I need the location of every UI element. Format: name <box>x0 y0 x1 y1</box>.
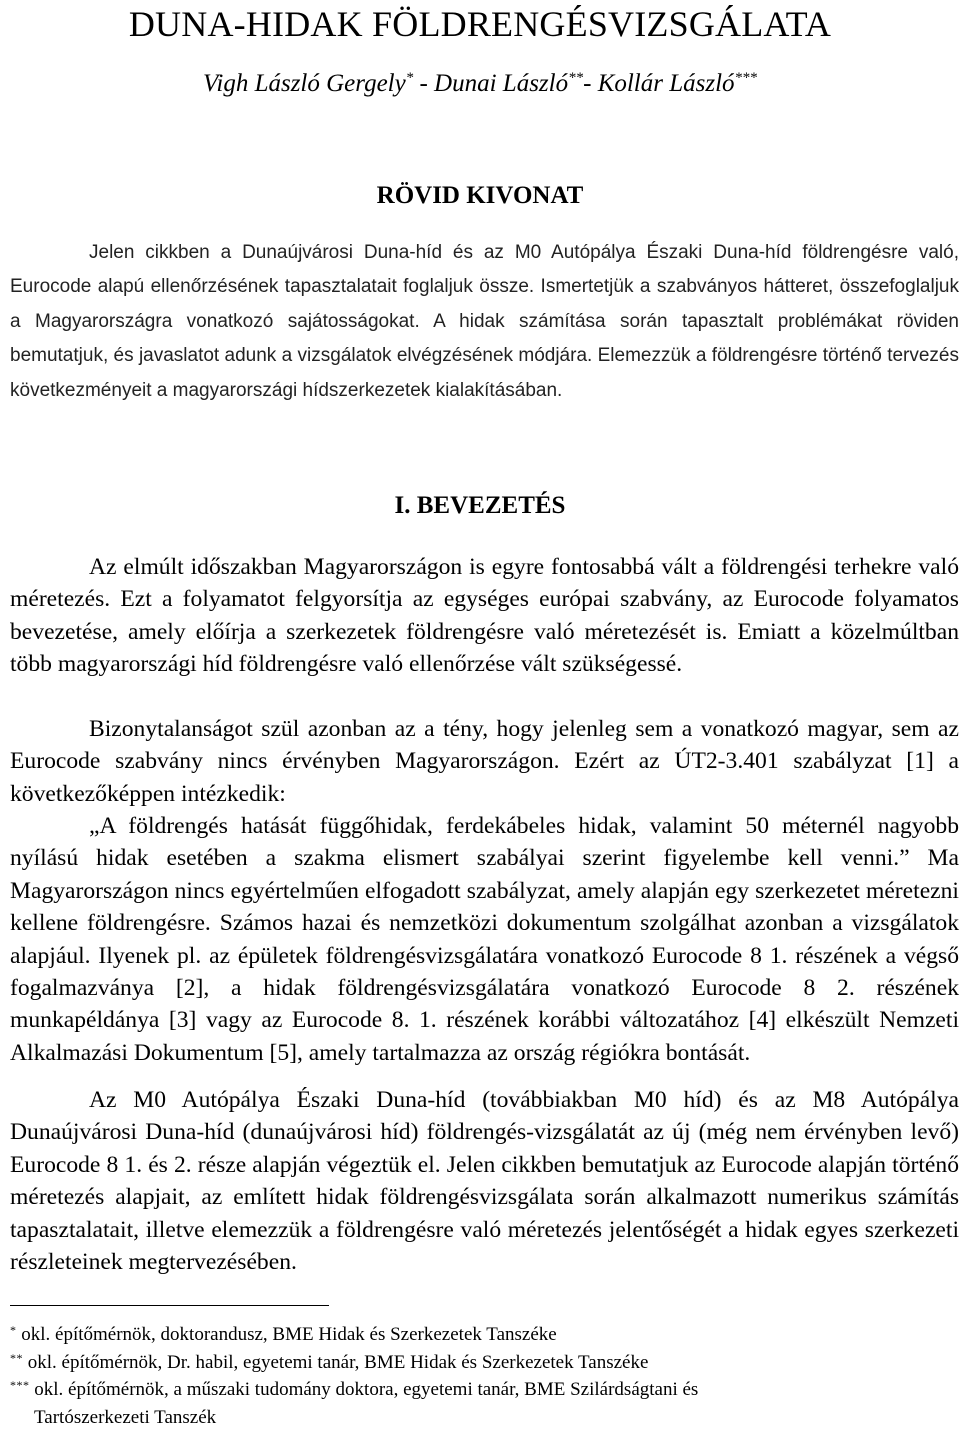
author-name: Kollár László <box>598 70 735 97</box>
footnotes <box>10 1321 950 1431</box>
author-footnote-mark: * <box>406 70 414 86</box>
footnote <box>10 1321 950 1349</box>
introduction-paragraph: Az M0 Autópálya Északi Duna-híd (továbbiakban M0 híd) és az M8 Autópálya Dunaújvárosi Duna-híd (dunaújvárosi híd) földrengés-vizsgálatát az új (még nem érvényben levő) Eurocode 8 1. és 2. része alapján végeztük el. Jelen cikkben bemutatjuk az Eurocode alapján történő méretezés alapjait, az említett hidak földrengésvizsgálata során alkalmazott numerikus számítás tapasztalatait, illetve elemezzük a földrengésre való méretezés jelentőségét a hidak egyes szerkezeti részleteinek megtervezésében. <box>10 1084 959 1278</box>
footnote-divider <box>10 1305 329 1306</box>
author-separator: - <box>583 70 598 97</box>
author-footnote-mark: *** <box>735 70 758 86</box>
introduction-heading: I. BEVEZETÉS <box>0 490 960 522</box>
footnote-mark: ** <box>10 1351 23 1365</box>
quoted-regulation-paragraph: „A földrengés hatását függőhidak, ferdekábeles hidak, valamint 50 méternél nagyobb nyílású hidak esetében a szakma elismert szabályai szerint figyelembe kell venni.” Ma Magyarországon nincs egyértelműen elfogadott szabályzat, amely alapján egy szerkezetet méretezni kellene földrengésre. Számos hazai és nemzetközi dokumentum szolgálhat azonban a vizsgálatok alapjául. Ilyenek pl. az épületek földrengésvizsgálatára vonatkozó Eurocode 8 1. részének a végső fogalmazványa [2], a hidak földrengésvizsgálatára vonatkozó Eurocode 8 2. részének munkapéldánya [3] vagy az Eurocode 8. 1. részének korábbi változatához [4] elkészült Nemzeti Alkalmazási Dokumentum [5], amely tartalmazza az ország régiókra bontását. <box>10 810 959 1069</box>
author-footnote-mark: ** <box>568 70 583 86</box>
footnote-text: okl. építőmérnök, doktorandusz, BME Hidak és Szerkezetek Tanszéke <box>21 1324 556 1345</box>
footnote-mark: * <box>10 1323 17 1337</box>
footnote <box>10 1376 950 1431</box>
abstract-text: Jelen cikkben a Dunaújvárosi Duna-híd és az M0 Autópálya Északi Duna-híd földrengésre való, Eurocode alapú ellenőrzésének tapasztalatait foglaljuk össze. Ismertetjük a szabványos hátteret, összefoglaljuk a Magyarországra vonatkozó sajátosságokat. A hidak számítása során tapasztalt problémákat röviden bemutatjuk, és javaslatot adunk a vizsgálatok elvégzésének módjára. Elemezzük a földrengésre történő tervezés következményeit a magyarországi hídszerkezetek kialakításában. <box>10 236 959 408</box>
author-line <box>0 68 960 100</box>
abstract-heading: RÖVID KIVONAT <box>0 180 960 212</box>
author-separator: - <box>413 70 434 97</box>
introduction-paragraph: Az elmúlt időszakban Magyarországon is egyre fontosabbá vált a földrengési terhekre való méretezés. Ezt a folyamatot felgyorsítja az egységes európai szabvány, az Eurocode folyamatos bevezetése, amely előírja a szerkezetek földrengésre való méretezését is. Emiatt a közelmúltban több magyarországi híd földrengésre való ellenőrzése vált szükségessé. <box>10 551 959 681</box>
footnote-text: okl. építőmérnök, a műszaki tudomány doktora, egyetemi tanár, BME Szilárdságtani és <box>34 1379 698 1400</box>
footnote <box>10 1349 950 1377</box>
author-name: Dunai László <box>434 70 568 97</box>
footnote-text: okl. építőmérnök, Dr. habil, egyetemi tanár, BME Hidak és Szerkezetek Tanszéke <box>28 1352 649 1373</box>
author-name: Vigh László Gergely <box>203 70 406 97</box>
footnote-mark: *** <box>10 1378 30 1392</box>
introduction-paragraph: Bizonytalanságot szül azonban az a tény, hogy jelenleg sem a vonatkozó magyar, sem az Eurocode szabvány nincs érvényben Magyarországon. Ezért az ÚT2-3.401 szabályzat [1] a következőképpen intézkedik: <box>10 713 959 810</box>
paper-title: DUNA-HIDAK FÖLDRENGÉSVIZSGÁLATA <box>0 2 960 46</box>
footnote-continuation: Tartószerkezeti Tanszék <box>10 1404 950 1431</box>
